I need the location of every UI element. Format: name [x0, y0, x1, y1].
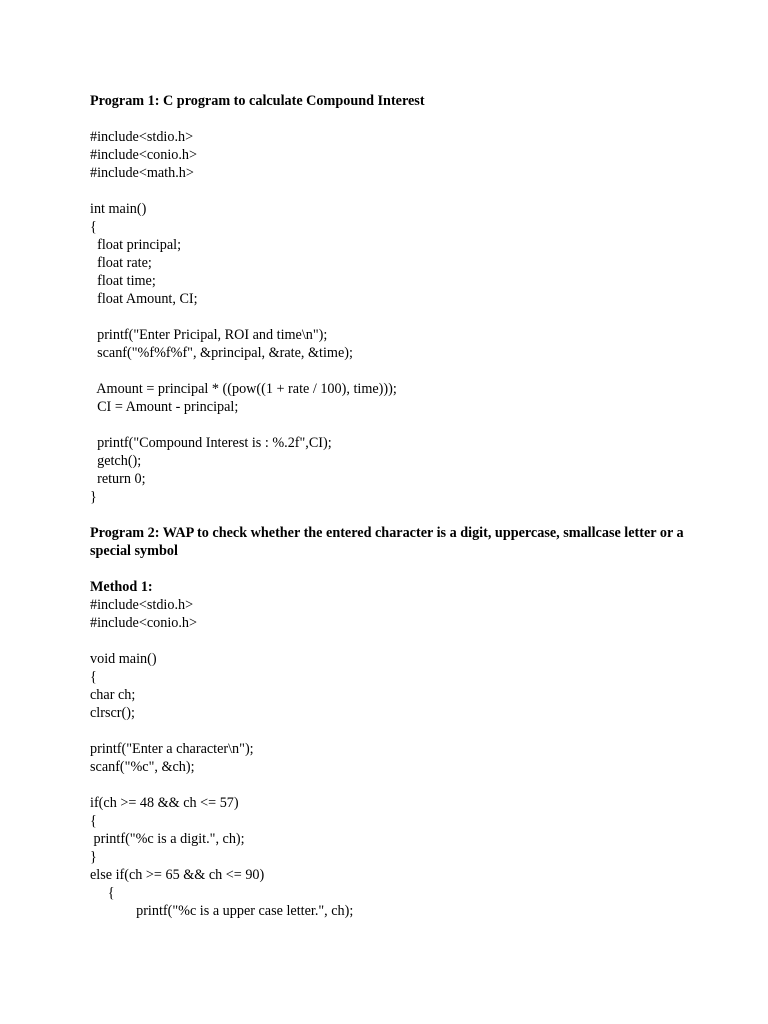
code-line: Amount = principal * ((pow((1 + rate / 100), time))); — [90, 381, 397, 397]
code-line: { — [90, 669, 97, 685]
spacer — [90, 308, 710, 326]
spacer — [90, 110, 710, 128]
code-line: #include<math.h> — [90, 165, 194, 181]
document-page — [90, 92, 710, 920]
code-line: if(ch >= 48 && ch <= 57) — [90, 795, 239, 811]
code-line: scanf("%f%f%f", &principal, &rate, &time); — [90, 345, 353, 361]
code-line: CI = Amount - principal; — [90, 399, 239, 415]
code-line: scanf("%c", &ch); — [90, 759, 195, 775]
spacer — [90, 776, 710, 794]
code-line: else if(ch >= 65 && ch <= 90) — [90, 867, 265, 883]
code-line: { — [90, 813, 97, 829]
program-1-heading: Program 1: C program to calculate Compound Interest — [90, 93, 425, 109]
code-line: int main() — [90, 201, 147, 217]
spacer — [90, 416, 710, 434]
spacer — [90, 632, 710, 650]
spacer — [90, 722, 710, 740]
code-line: printf("%c is a upper case letter.", ch); — [90, 903, 354, 919]
code-line: #include<stdio.h> — [90, 129, 194, 145]
program-2-heading: Program 2: WAP to check whether the entered character is a digit, uppercase, smallcase letter or a special symbol — [90, 525, 684, 559]
code-line: } — [90, 849, 97, 865]
code-line: { — [90, 219, 97, 235]
code-line: printf("Enter Pricipal, ROI and time\n"); — [90, 327, 328, 343]
code-line: printf("%c is a digit.", ch); — [90, 831, 245, 847]
code-line: } — [90, 489, 97, 505]
code-line: return 0; — [90, 471, 146, 487]
code-line: float time; — [90, 273, 156, 289]
spacer — [90, 506, 710, 524]
code-line: printf("Enter a character\n"); — [90, 741, 254, 757]
code-line: clrscr(); — [90, 705, 135, 721]
code-line: #include<stdio.h> — [90, 597, 194, 613]
spacer — [90, 362, 710, 380]
code-line: char ch; — [90, 687, 136, 703]
spacer — [90, 560, 710, 578]
code-line: getch(); — [90, 453, 142, 469]
code-line: #include<conio.h> — [90, 147, 198, 163]
code-line: printf("Compound Interest is : %.2f",CI); — [90, 435, 332, 451]
code-line: float principal; — [90, 237, 182, 253]
code-line: float rate; — [90, 255, 152, 271]
spacer — [90, 182, 710, 200]
code-line: float Amount, CI; — [90, 291, 198, 307]
method-1-label: Method 1: — [90, 579, 153, 595]
code-line: #include<conio.h> — [90, 615, 198, 631]
code-line: { — [90, 885, 115, 901]
code-line: void main() — [90, 651, 157, 667]
